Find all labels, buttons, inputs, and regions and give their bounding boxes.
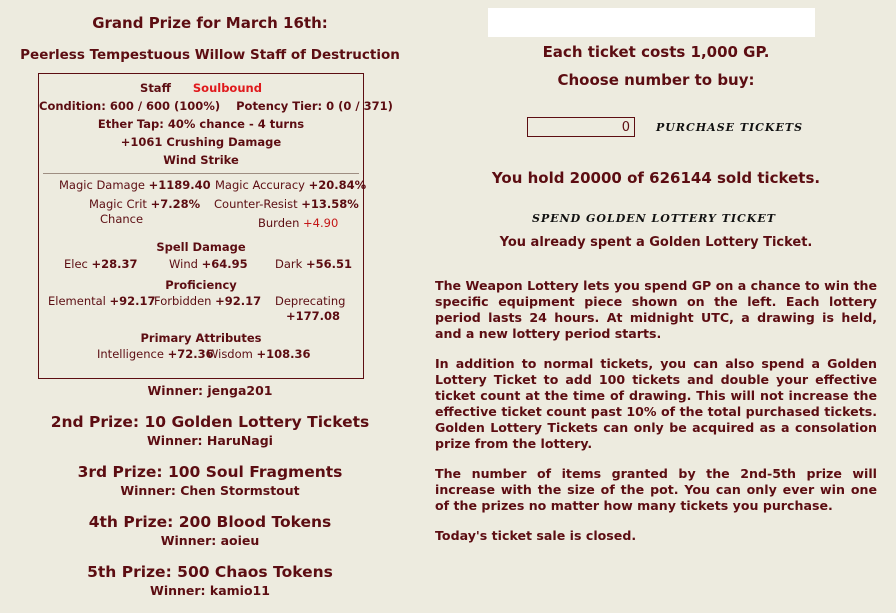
attr-intelligence: Intelligence +72.36 (97, 347, 214, 361)
item-stats-box (38, 73, 393, 379)
magic-crit-chance: Chance (100, 212, 144, 226)
prof-forbidden: Forbidden +92.17 (154, 294, 262, 308)
spend-golden-ticket-button[interactable]: SPEND GOLDEN LOTTERY TICKET (532, 212, 776, 225)
primary-attributes-heading: Primary Attributes (140, 331, 262, 345)
soulbound-label: Soulbound (192, 81, 262, 95)
spell-dark: Dark +56.51 (275, 257, 352, 271)
grand-prize-title: Grand Prize for March 16th: (92, 14, 328, 32)
ether-tap: Ether Tap: 40% chance - 4 turns (97, 117, 305, 131)
ticket-holdings: You hold 20000 of 626144 sold tickets. (491, 169, 821, 187)
prize-4-winner: Winner: aoieu (160, 533, 260, 548)
condition: Condition: 600 / 600 (100%) (39, 99, 221, 113)
magic-crit: Magic Crit +7.28% (89, 197, 201, 211)
potency: Potency Tier: 0 (0 / 371) (236, 99, 393, 113)
prof-elemental: Elemental +92.17 (48, 294, 156, 308)
item-type: Staff (140, 81, 171, 95)
item-type-row (39, 81, 363, 95)
sale-closed-notice: Today's ticket sale is closed. (435, 528, 637, 543)
condition-row (39, 99, 393, 113)
magic-accuracy: Magic Accuracy +20.84% (215, 178, 367, 192)
golden-ticket-status: You already spent a Golden Lottery Ticket. (499, 235, 813, 250)
blank-banner (488, 8, 815, 37)
crushing-damage: +1061 Crushing Damage (120, 135, 282, 149)
magic-damage: Magic Damage +1189.40 (59, 178, 211, 192)
prize-5-title: 5th Prize: 500 Chaos Tokens (87, 563, 333, 581)
ticket-quantity-input[interactable] (527, 117, 635, 137)
wind-strike: Wind Strike (163, 153, 239, 167)
proficiency-heading: Proficiency (165, 278, 237, 292)
burden: Burden +4.90 (258, 216, 339, 230)
prize-5-winner: Winner: kamio11 (150, 583, 270, 598)
spell-wind: Wind +64.95 (169, 257, 248, 271)
prof-deprecating: Deprecating (275, 294, 346, 308)
spell-damage-heading: Spell Damage (156, 240, 246, 254)
grand-prize-winner: Winner: jenga201 (147, 383, 273, 398)
prof-deprecating-value: +177.08 (286, 309, 341, 323)
ticket-cost: Each ticket costs 1,000 GP. (542, 43, 770, 61)
info-paragraph-3: The number of items granted by the 2nd-5th prize will increase with the size of the pot. You can only ever win one of the prizes no matter how many tickets you purchase. (435, 466, 877, 513)
info-paragraph-2: In addition to normal tickets, you can also spend a Golden Lottery Ticket to add 100 tickets and double your effective ticket count at the time of drawing. This will not increase the effective ticket count past 10% of the total purchased tickets. Golden Lottery Tickets can only be acquired as a consolation prize from the lottery. (435, 356, 877, 451)
stats-divider (43, 173, 359, 174)
info-paragraph-1: The Weapon Lottery lets you spend GP on a chance to win the specific equipment piece shown on the left. Each lottery period lasts 24 hours. At midnight UTC, a drawing is held, and a new lottery period starts. (435, 278, 877, 341)
prize-4-title: 4th Prize: 200 Blood Tokens (88, 513, 332, 531)
prize-3-title: 3rd Prize: 100 Soul Fragments (77, 463, 343, 481)
prize-2-title: 2nd Prize: 10 Golden Lottery Tickets (50, 413, 370, 431)
prize-3-winner: Winner: Chen Stormstout (120, 483, 300, 498)
choose-number-label: Choose number to buy: (557, 71, 755, 89)
spell-elec: Elec +28.37 (64, 257, 138, 271)
attr-wisdom: Wisdom +108.36 (207, 347, 311, 361)
counter-resist: Counter-Resist +13.58% (214, 197, 359, 211)
prize-2-winner: Winner: HaruNagi (147, 433, 273, 448)
purchase-tickets-button[interactable]: PURCHASE TICKETS (656, 121, 804, 134)
item-name: Peerless Tempestuous Willow Staff of Destruction (20, 47, 400, 63)
